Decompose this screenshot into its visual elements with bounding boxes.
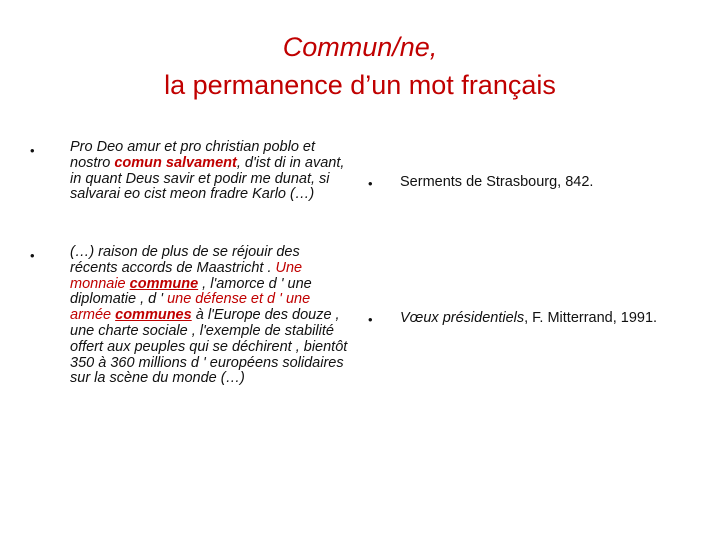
highlight-defense-armee: une défense et d ' une armée [70, 291, 311, 324]
reference-author: , F. Mitterrand, 1991. [524, 310, 658, 326]
bullet-marker: • [30, 143, 35, 158]
oath-text [70, 140, 350, 203]
highlight-commune: commune [129, 275, 199, 292]
text-run: , l'amorce d ' une diplomatie , d ' [70, 275, 312, 308]
reference-title: Vœux présidentiels [400, 310, 525, 326]
text-run: , d'ist di in avant, in quant Deus savir et podir me dunat, si salvarai eo cist meon fradre Karlo (…) [70, 154, 345, 203]
title-line-1: Commun/ne, [282, 32, 438, 62]
text-run: (…) raison de plus de se réjouir des récents accords de Maastricht . [70, 244, 300, 276]
text-run: à l'Europe des douze , une charte sociale , l'exemple de stabilité offert aux peuples qui se déchirent , bientôt 350 à 360 millions d ' européens solidaires sur la scène du monde (…) [70, 307, 348, 387]
title-line-2: la permanence d’un mot français [164, 70, 556, 100]
highlight-une-monnaie: Une monnaie [70, 259, 303, 292]
reference-strasbourg: Serments de Strasbourg, 842. [400, 174, 594, 190]
text-run: Pro Deo amur et pro christian poblo et nostro [70, 139, 316, 171]
slide-title [0, 28, 720, 104]
bullet-marker: • [30, 248, 35, 263]
speech-text [70, 245, 350, 387]
highlight-communes: communes [115, 307, 192, 324]
bullet-marker: • [368, 312, 373, 327]
reference-mitterrand [400, 310, 660, 326]
highlight-comun-salvament: comun salvament [114, 154, 237, 171]
bullet-marker: • [368, 176, 373, 191]
